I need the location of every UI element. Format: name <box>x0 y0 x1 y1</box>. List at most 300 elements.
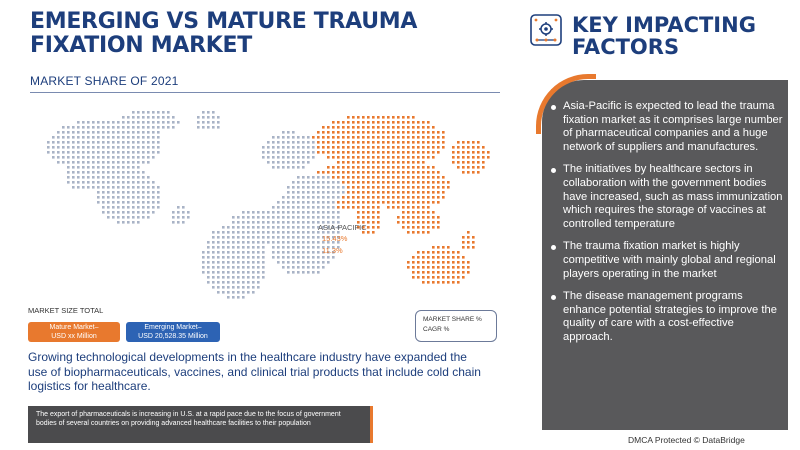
map-dot <box>272 221 275 224</box>
map-dot <box>397 161 400 164</box>
map-dot <box>172 221 175 224</box>
map-dot <box>437 226 440 229</box>
map-dot <box>362 171 365 174</box>
map-dot <box>332 151 335 154</box>
map-dot <box>297 246 300 249</box>
map-dot <box>217 231 220 234</box>
map-dot <box>237 286 240 289</box>
map-dot <box>287 261 290 264</box>
map-dot <box>437 196 440 199</box>
map-dot <box>272 216 275 219</box>
map-dot <box>157 186 160 189</box>
map-dot <box>337 196 340 199</box>
map-dot <box>357 161 360 164</box>
map-dot <box>277 166 280 169</box>
map-dot <box>282 226 285 229</box>
map-dot <box>292 261 295 264</box>
map-dot <box>237 241 240 244</box>
map-dot <box>412 146 415 149</box>
map-dot <box>267 226 270 229</box>
map-dot <box>267 231 270 234</box>
map-dot <box>332 156 335 159</box>
map-dot <box>62 126 65 129</box>
map-dot <box>272 256 275 259</box>
map-dot <box>117 166 120 169</box>
map-dot <box>152 126 155 129</box>
map-dot <box>427 206 430 209</box>
map-dot <box>207 281 210 284</box>
map-dot <box>457 146 460 149</box>
map-dot <box>367 196 370 199</box>
map-dot <box>427 141 430 144</box>
map-dot <box>87 176 90 179</box>
map-dot <box>137 181 140 184</box>
map-dot <box>412 126 415 129</box>
map-dot <box>297 146 300 149</box>
map-dot <box>377 221 380 224</box>
mature-market-badge <box>28 322 120 342</box>
map-dot <box>337 151 340 154</box>
map-dot <box>82 161 85 164</box>
map-dot <box>382 136 385 139</box>
map-dot <box>312 151 315 154</box>
map-dot <box>342 171 345 174</box>
map-dot <box>227 261 230 264</box>
map-dot <box>72 171 75 174</box>
map-dot <box>157 206 160 209</box>
map-dot <box>287 211 290 214</box>
map-dot <box>242 221 245 224</box>
map-dot <box>102 201 105 204</box>
map-dot <box>62 151 65 154</box>
map-dot <box>342 196 345 199</box>
map-dot <box>297 191 300 194</box>
map-dot <box>92 121 95 124</box>
map-dot <box>147 141 150 144</box>
map-dot <box>282 161 285 164</box>
map-dot <box>352 136 355 139</box>
map-dot <box>382 171 385 174</box>
map-dot <box>137 121 140 124</box>
map-dot <box>122 126 125 129</box>
map-dot <box>257 251 260 254</box>
map-dot <box>102 191 105 194</box>
map-dot <box>367 136 370 139</box>
map-dot <box>232 281 235 284</box>
map-dot <box>217 286 220 289</box>
map-dot <box>357 191 360 194</box>
map-dot <box>107 211 110 214</box>
map-dot <box>307 136 310 139</box>
map-dot <box>322 181 325 184</box>
map-dot <box>232 216 235 219</box>
map-dot <box>357 131 360 134</box>
map-dot <box>472 166 475 169</box>
map-dot <box>372 171 375 174</box>
map-dot <box>457 156 460 159</box>
map-dot <box>442 256 445 259</box>
map-dot <box>337 186 340 189</box>
map-dot <box>127 201 130 204</box>
map-dot <box>142 116 145 119</box>
map-dot <box>237 276 240 279</box>
map-dot <box>57 151 60 154</box>
map-dot <box>132 181 135 184</box>
map-dot <box>417 166 420 169</box>
map-dot <box>467 266 470 269</box>
map-dot <box>297 161 300 164</box>
map-dot <box>417 181 420 184</box>
map-dot <box>482 156 485 159</box>
map-dot <box>122 221 125 224</box>
map-dot <box>312 136 315 139</box>
map-dot <box>117 171 120 174</box>
map-dot <box>417 146 420 149</box>
map-dot <box>347 116 350 119</box>
map-dot <box>297 216 300 219</box>
map-dot <box>247 251 250 254</box>
map-dot <box>132 141 135 144</box>
map-dot <box>112 141 115 144</box>
map-dot <box>227 231 230 234</box>
map-dot <box>262 241 265 244</box>
map-dot <box>252 276 255 279</box>
map-dot <box>297 266 300 269</box>
map-dot <box>377 171 380 174</box>
map-dot <box>282 221 285 224</box>
map-dot <box>427 261 430 264</box>
map-dot <box>212 116 215 119</box>
map-dot <box>307 261 310 264</box>
map-dot <box>387 116 390 119</box>
map-dot <box>442 271 445 274</box>
map-dot <box>122 156 125 159</box>
map-dot <box>422 206 425 209</box>
map-dot <box>92 186 95 189</box>
map-dot <box>392 166 395 169</box>
map-dot <box>317 251 320 254</box>
map-dot <box>337 121 340 124</box>
map-dot <box>272 246 275 249</box>
map-dot <box>317 196 320 199</box>
map-dot <box>212 261 215 264</box>
map-dot <box>117 136 120 139</box>
map-dot <box>117 156 120 159</box>
map-dot <box>312 176 315 179</box>
map-dot <box>297 136 300 139</box>
map-dot <box>447 281 450 284</box>
map-dot <box>457 261 460 264</box>
map-dot <box>277 241 280 244</box>
map-dot <box>457 161 460 164</box>
map-dot <box>427 171 430 174</box>
map-dot <box>427 196 430 199</box>
page-subtitle: MARKET SHARE OF 2021 <box>30 74 179 88</box>
map-dot <box>302 176 305 179</box>
map-dot <box>407 226 410 229</box>
map-dot <box>107 126 110 129</box>
map-dot <box>377 191 380 194</box>
map-dot <box>327 131 330 134</box>
map-dot <box>387 196 390 199</box>
map-dot <box>72 166 75 169</box>
map-dot <box>427 191 430 194</box>
map-dot <box>372 186 375 189</box>
map-dot <box>312 156 315 159</box>
map-dot <box>377 226 380 229</box>
map-dot <box>372 126 375 129</box>
map-dot <box>257 241 260 244</box>
map-dot <box>432 171 435 174</box>
map-dot <box>87 141 90 144</box>
map-dot <box>307 201 310 204</box>
map-dot <box>477 146 480 149</box>
map-dot <box>147 181 150 184</box>
map-dot <box>397 176 400 179</box>
map-dot <box>457 276 460 279</box>
map-dot <box>132 166 135 169</box>
map-dot <box>132 221 135 224</box>
map-dot <box>332 171 335 174</box>
map-dot <box>277 231 280 234</box>
map-dot <box>487 151 490 154</box>
map-dot <box>442 266 445 269</box>
map-dot <box>327 256 330 259</box>
map-dot <box>292 231 295 234</box>
map-dot <box>87 126 90 129</box>
map-dot <box>307 266 310 269</box>
map-dot <box>437 201 440 204</box>
map-dot <box>387 176 390 179</box>
map-dot <box>412 151 415 154</box>
map-dot <box>292 196 295 199</box>
map-dot <box>297 211 300 214</box>
map-dot <box>432 141 435 144</box>
map-dot <box>132 211 135 214</box>
map-dot <box>62 131 65 134</box>
map-dot <box>417 266 420 269</box>
map-dot <box>77 141 80 144</box>
map-dot <box>122 201 125 204</box>
map-dot <box>442 141 445 144</box>
map-dot <box>357 211 360 214</box>
map-dot <box>452 271 455 274</box>
map-dot <box>297 156 300 159</box>
map-dot <box>122 116 125 119</box>
map-dot <box>422 191 425 194</box>
map-dot <box>142 196 145 199</box>
map-dot <box>247 271 250 274</box>
map-dot <box>222 236 225 239</box>
map-dot <box>367 216 370 219</box>
map-dot <box>307 231 310 234</box>
map-dot <box>87 121 90 124</box>
map-dot <box>437 146 440 149</box>
map-dot <box>77 181 80 184</box>
map-dot <box>337 131 340 134</box>
map-dot <box>287 226 290 229</box>
map-dot <box>367 171 370 174</box>
map-dot <box>212 111 215 114</box>
map-dot <box>112 216 115 219</box>
map-dot <box>237 236 240 239</box>
map-dot <box>222 271 225 274</box>
map-dot <box>407 126 410 129</box>
map-dot <box>87 136 90 139</box>
map-dot <box>447 181 450 184</box>
map-dot <box>112 181 115 184</box>
map-dot <box>137 201 140 204</box>
map-dot <box>372 216 375 219</box>
map-dot <box>292 246 295 249</box>
factor-item <box>548 290 784 344</box>
map-dot <box>302 231 305 234</box>
map-dot <box>442 276 445 279</box>
map-dot <box>252 246 255 249</box>
map-dot <box>277 146 280 149</box>
map-dot <box>407 216 410 219</box>
map-dot <box>147 131 150 134</box>
copyright-text: DMCA Protected © DataBridge <box>628 435 745 445</box>
map-dot <box>377 156 380 159</box>
map-dot <box>327 151 330 154</box>
map-dot <box>407 131 410 134</box>
map-dot <box>297 261 300 264</box>
map-dot <box>92 141 95 144</box>
map-dot <box>407 211 410 214</box>
map-dot <box>117 146 120 149</box>
map-dot <box>332 186 335 189</box>
map-dot <box>307 226 310 229</box>
map-dot <box>212 231 215 234</box>
map-dot <box>237 281 240 284</box>
map-dot <box>377 161 380 164</box>
map-dot <box>137 166 140 169</box>
map-dot <box>312 221 315 224</box>
map-dot <box>307 271 310 274</box>
map-dot <box>197 121 200 124</box>
map-dot <box>362 186 365 189</box>
map-dot <box>442 176 445 179</box>
map-dot <box>367 166 370 169</box>
map-dot <box>442 131 445 134</box>
map-dot <box>382 166 385 169</box>
map-dot <box>292 211 295 214</box>
map-dot <box>372 166 375 169</box>
map-dot <box>332 131 335 134</box>
map-dot <box>352 121 355 124</box>
map-dot <box>412 156 415 159</box>
map-dot <box>307 221 310 224</box>
map-dot <box>372 206 375 209</box>
map-dot <box>212 246 215 249</box>
map-dot <box>97 181 100 184</box>
map-dot <box>267 146 270 149</box>
map-dot <box>412 206 415 209</box>
map-dot <box>242 236 245 239</box>
map-dot <box>222 291 225 294</box>
map-dot <box>132 126 135 129</box>
map-dot <box>222 266 225 269</box>
map-dot <box>292 141 295 144</box>
map-dot <box>207 121 210 124</box>
map-dot <box>347 126 350 129</box>
map-dot <box>137 126 140 129</box>
map-dot <box>127 151 130 154</box>
map-dot <box>422 141 425 144</box>
map-dot <box>407 196 410 199</box>
map-dot <box>287 161 290 164</box>
map-dot <box>242 231 245 234</box>
map-dot <box>382 131 385 134</box>
map-dot <box>422 276 425 279</box>
map-dot <box>387 126 390 129</box>
map-dot <box>372 121 375 124</box>
map-dot <box>407 191 410 194</box>
map-dot <box>362 116 365 119</box>
map-dot <box>317 176 320 179</box>
map-dot <box>292 271 295 274</box>
map-dot <box>97 141 100 144</box>
map-dot <box>262 256 265 259</box>
map-dot <box>377 141 380 144</box>
map-dot <box>167 111 170 114</box>
map-dot <box>227 236 230 239</box>
map-dot <box>402 146 405 149</box>
map-dot <box>272 226 275 229</box>
map-dot <box>362 146 365 149</box>
map-dot <box>117 206 120 209</box>
map-dot <box>407 231 410 234</box>
map-dot <box>277 251 280 254</box>
map-dot <box>97 136 100 139</box>
map-dot <box>232 221 235 224</box>
map-dot <box>407 151 410 154</box>
map-dot <box>422 266 425 269</box>
map-dot <box>442 261 445 264</box>
map-dot <box>432 126 435 129</box>
map-dot <box>127 196 130 199</box>
map-dot <box>217 276 220 279</box>
map-dot <box>377 181 380 184</box>
map-dot <box>367 141 370 144</box>
map-dot <box>352 206 355 209</box>
map-dot <box>132 121 135 124</box>
map-dot <box>132 191 135 194</box>
map-dot <box>107 186 110 189</box>
map-dot <box>422 166 425 169</box>
map-dot <box>152 181 155 184</box>
map-dot <box>352 141 355 144</box>
map-dot <box>147 146 150 149</box>
map-dot <box>437 186 440 189</box>
map-dot <box>337 146 340 149</box>
map-dot <box>422 126 425 129</box>
map-dot <box>377 131 380 134</box>
map-dot <box>417 136 420 139</box>
map-dot <box>147 121 150 124</box>
map-dot <box>242 266 245 269</box>
map-dot <box>372 221 375 224</box>
map-dot <box>117 176 120 179</box>
map-dot <box>407 266 410 269</box>
map-dot <box>402 201 405 204</box>
map-dot <box>152 201 155 204</box>
map-dot <box>262 221 265 224</box>
map-dot <box>402 211 405 214</box>
map-dot <box>142 151 145 154</box>
map-dot <box>287 146 290 149</box>
